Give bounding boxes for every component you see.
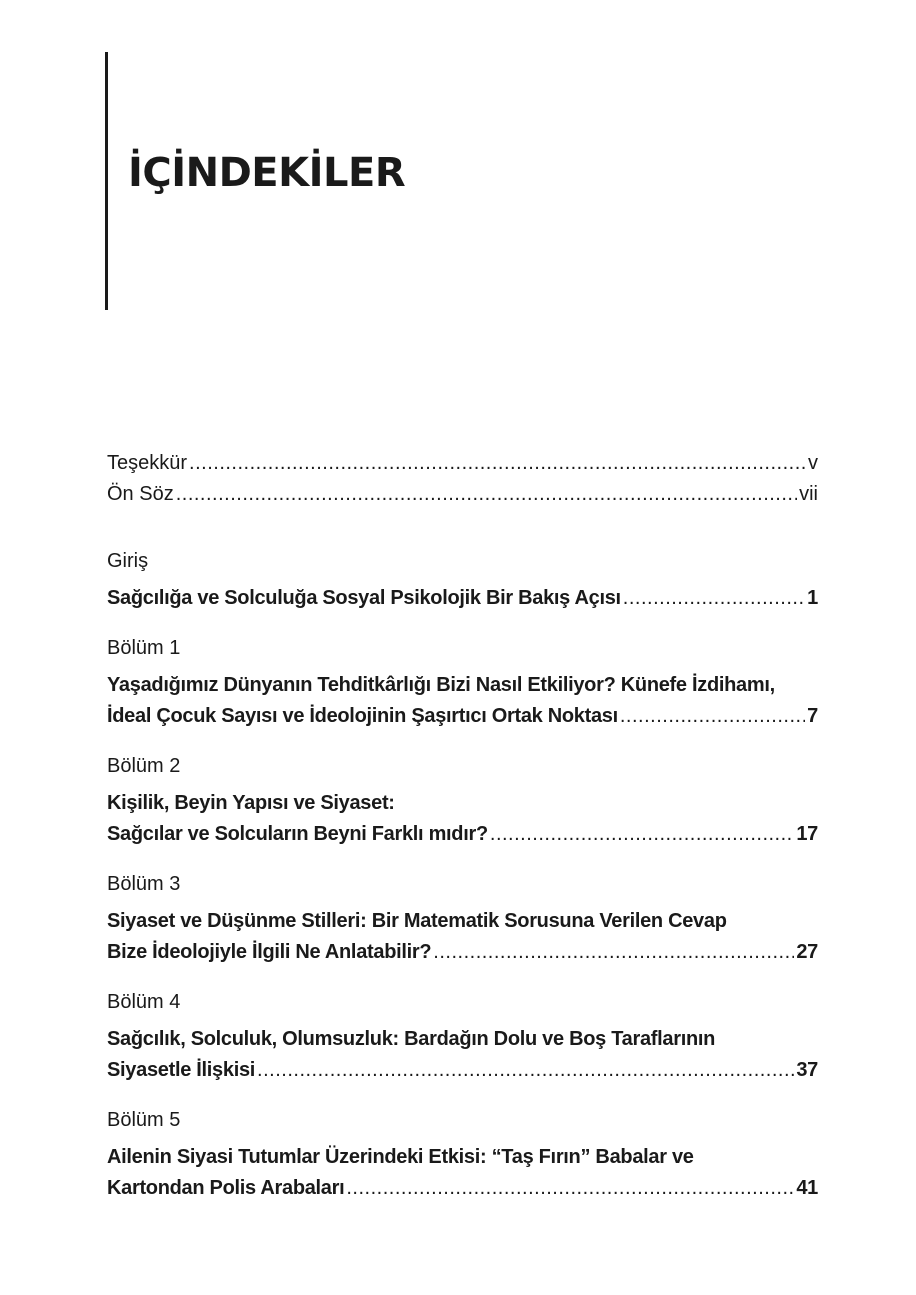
vertical-rule [105, 52, 108, 310]
entry-page: 27 [796, 941, 818, 963]
dot-leader [176, 479, 797, 510]
section-label: Bölüm 5 [107, 1109, 181, 1131]
dot-leader [490, 819, 794, 850]
entry-title: Teşekkür [107, 452, 188, 474]
toc-entry[interactable] [107, 819, 818, 850]
entry-title: Sağcılığa ve Solculuğa Sosyal Psikolojik Bir Bakış Açısı [107, 587, 621, 609]
page-title: İÇİNDEKİLER [128, 150, 406, 196]
entry-line[interactable]: Kişilik, Beyin Yapısı ve Siyaset: [107, 792, 395, 814]
front-matter [107, 448, 818, 510]
toc-entry[interactable] [107, 1173, 818, 1204]
toc-entry[interactable] [107, 583, 818, 614]
entry-title: Siyasetle İlişkisi [107, 1059, 256, 1081]
section-label: Bölüm 1 [107, 637, 181, 659]
toc-section-chapter-3 [107, 869, 818, 968]
toc-entry[interactable] [107, 937, 818, 968]
dot-leader [257, 1055, 794, 1086]
entry-page: 41 [796, 1177, 818, 1199]
entry-page: 1 [807, 587, 818, 609]
entry-page: 17 [796, 823, 818, 845]
entry-title: Sağcılar ve Solcuların Beyni Farklı mıdır? [107, 823, 488, 845]
entry-page: 37 [796, 1059, 818, 1081]
entry-title: İdeal Çocuk Sayısı ve İdeolojinin Şaşırtıcı Ortak Noktası [107, 705, 618, 727]
toc-entry-preface[interactable] [107, 479, 818, 510]
section-label: Bölüm 2 [107, 755, 181, 777]
dot-leader [189, 448, 806, 479]
entry-title: Ön Söz [107, 483, 174, 505]
dot-leader [346, 1173, 794, 1204]
toc-entry[interactable] [107, 1055, 818, 1086]
toc-section-intro [107, 546, 818, 614]
toc-entry-acknowledgements[interactable] [107, 448, 818, 479]
dot-leader [433, 937, 794, 968]
entry-page: v [808, 452, 818, 474]
section-label: Bölüm 3 [107, 873, 181, 895]
entry-page: 7 [807, 705, 818, 727]
section-label: Giriş [107, 550, 149, 572]
entry-page: vii [799, 483, 818, 505]
entry-title: Kartondan Polis Arabaları [107, 1177, 345, 1199]
entry-line[interactable]: Sağcılık, Solculuk, Olumsuzluk: Bardağın Dolu ve Boş Taraflarının [107, 1028, 716, 1050]
entry-line[interactable]: Siyaset ve Düşünme Stilleri: Bir Matematik Sorusuna Verilen Cevap [107, 910, 727, 932]
toc-section-chapter-2 [107, 751, 818, 850]
entry-line[interactable]: Ailenin Siyasi Tutumlar Üzerindeki Etkisi: “Taş Fırın” Babalar ve [107, 1146, 694, 1168]
dot-leader [620, 701, 805, 732]
dot-leader [623, 583, 805, 614]
section-label: Bölüm 4 [107, 991, 181, 1013]
table-of-contents [107, 448, 818, 1204]
entry-line[interactable]: Yaşadığımız Dünyanın Tehditkârlığı Bizi Nasıl Etkiliyor? Künefe İzdihamı, [107, 674, 775, 696]
entry-title: Bize İdeolojiyle İlgili Ne Anlatabilir? [107, 941, 432, 963]
toc-section-chapter-5 [107, 1105, 818, 1204]
toc-section-chapter-1 [107, 633, 818, 732]
toc-section-chapter-4 [107, 987, 818, 1086]
toc-entry[interactable] [107, 701, 818, 732]
